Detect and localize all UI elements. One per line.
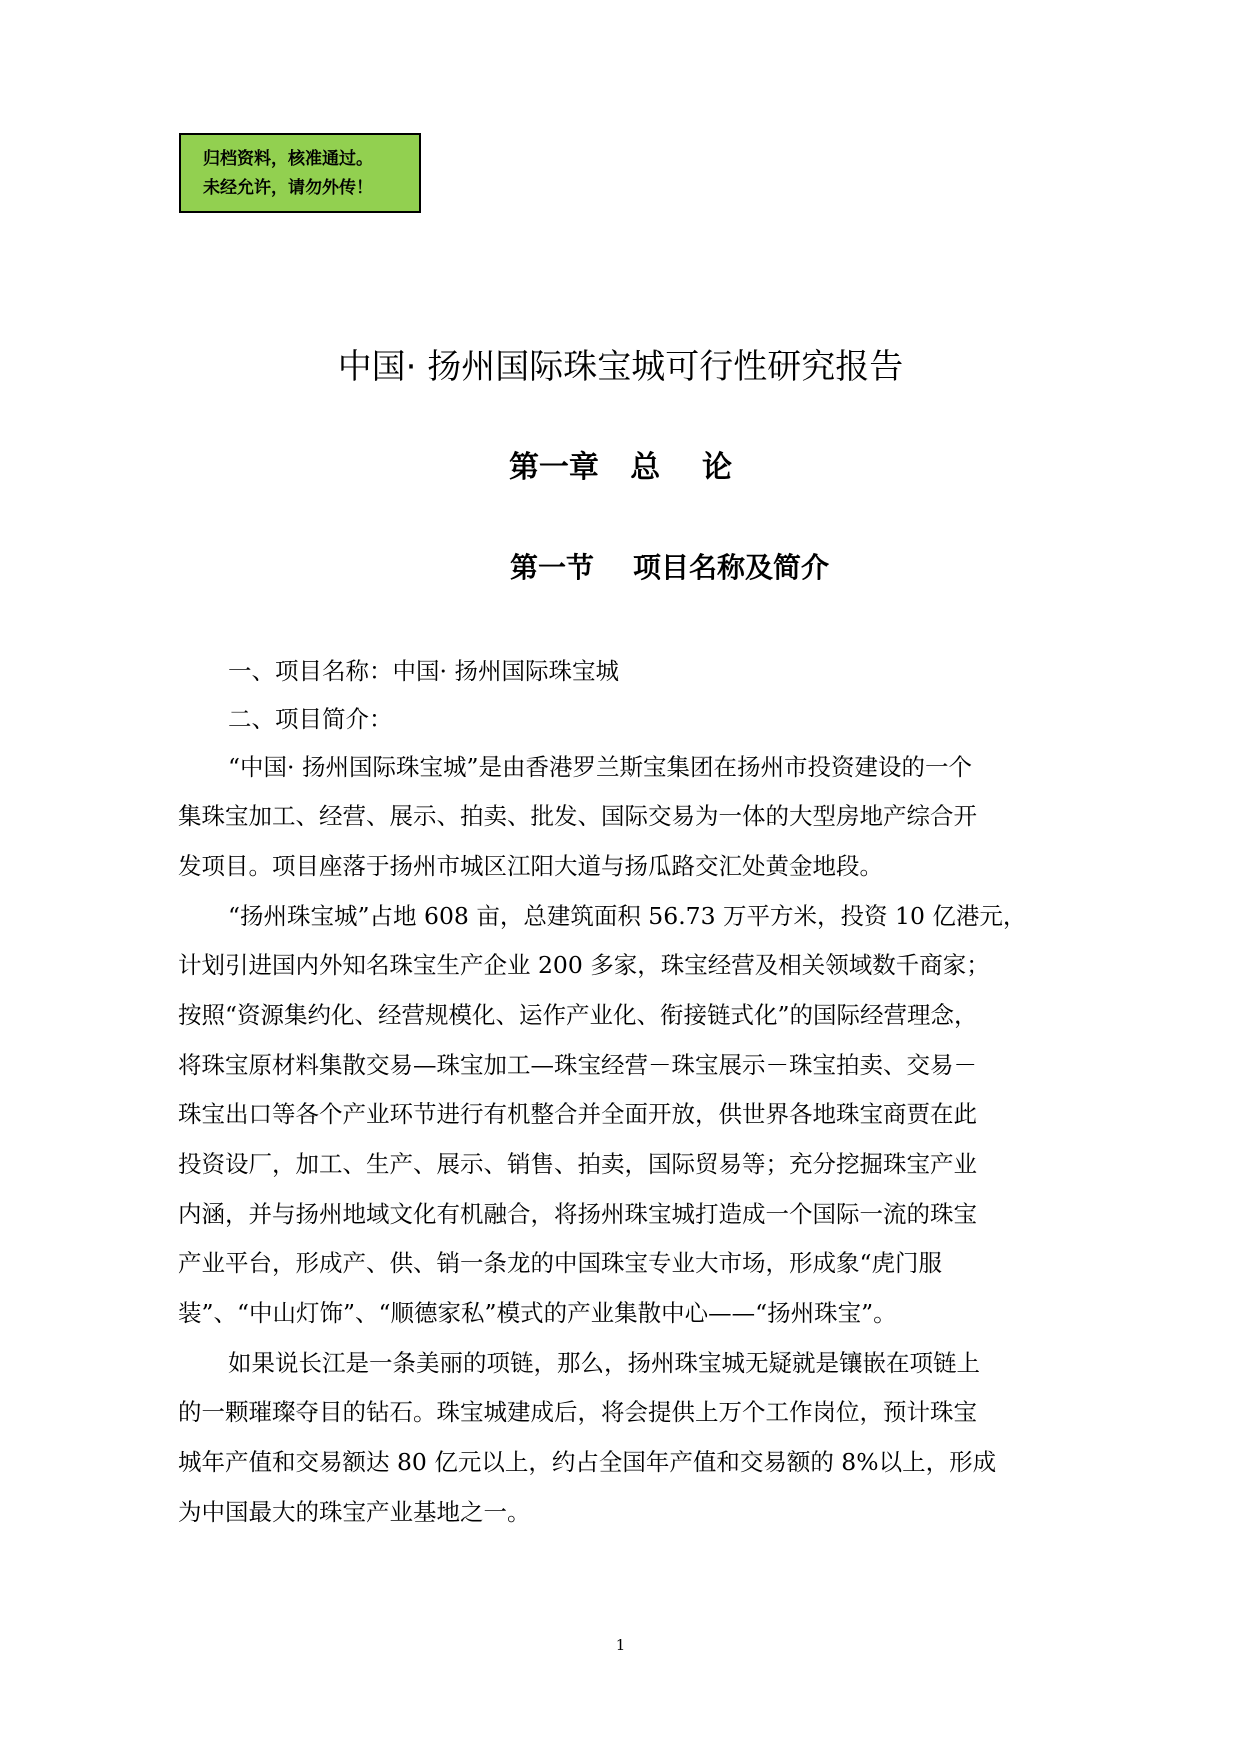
body-line: “中国· 扬州国际珠宝城”是由香港罗兰斯宝集团在扬州市投资建设的一个 — [228, 753, 972, 781]
body-line: 一、项目名称：中国· 扬州国际珠宝城 — [228, 657, 619, 685]
chapter-heading: 第一章 总 论 — [508, 450, 733, 485]
section-heading: 第一节 项目名称及简介 — [510, 551, 829, 584]
stamp-line-1: 归档资料，核准通过。 — [203, 149, 373, 169]
body-line: 按照“资源集约化、经营规模化、运作产业化、衔接链式化”的国际经营理念， — [178, 1001, 978, 1029]
body-line: 投资设厂，加工、生产、展示、销售、拍卖，国际贸易等；充分挖掘珠宝产业 — [178, 1150, 977, 1178]
body-line: 产业平台，形成产、供、销一条龙的中国珠宝专业大市场，形成象“虎门服 — [178, 1249, 943, 1277]
stamp-line-2: 未经允许，请勿外传！ — [203, 178, 373, 198]
page-number: 1 — [615, 1636, 626, 1654]
body-line: 为中国最大的珠宝产业基地之一。 — [178, 1498, 531, 1526]
body-line: 内涵，并与扬州地域文化有机融合，将扬州珠宝城打造成一个国际一流的珠宝 — [178, 1200, 977, 1228]
body-line: 珠宝出口等各个产业环节进行有机整合并全面开放，供世界各地珠宝商贾在此 — [178, 1100, 977, 1128]
body-line: 的一颗璀璨夺目的钻石。珠宝城建成后，将会提供上万个工作岗位，预计珠宝 — [178, 1398, 977, 1426]
body-line: 如果说长江是一条美丽的项链，那么，扬州珠宝城无疑就是镶嵌在项链上 — [228, 1349, 980, 1377]
body-line: 集珠宝加工、经营、展示、拍卖、批发、国际交易为一体的大型房地产综合开 — [178, 802, 977, 830]
body-line: 发项目。项目座落于扬州市城区江阳大道与扬瓜路交汇处黄金地段。 — [178, 852, 883, 880]
body-line: “扬州珠宝城”占地 608 亩，总建筑面积 56.73 万平方米，投资 10 亿港元， — [228, 902, 1027, 930]
body-line: 二、项目简介： — [228, 705, 393, 733]
archive-stamp — [179, 133, 421, 213]
body-line: 将珠宝原材料集散交易—珠宝加工—珠宝经营－珠宝展示－珠宝拍卖、交易－ — [178, 1051, 977, 1079]
report-title: 中国· 扬州国际珠宝城可行性研究报告 — [337, 347, 904, 387]
body-line: 装”、“中山灯饰”、“顺德家私”模式的产业集散中心——“扬州珠宝”。 — [178, 1299, 897, 1327]
body-line: 城年产值和交易额达 80 亿元以上，约占全国年产值和交易额的 8%以上，形成 — [178, 1448, 997, 1476]
body-line: 计划引进国内外知名珠宝生产企业 200 多家，珠宝经营及相关领域数千商家； — [178, 951, 990, 979]
